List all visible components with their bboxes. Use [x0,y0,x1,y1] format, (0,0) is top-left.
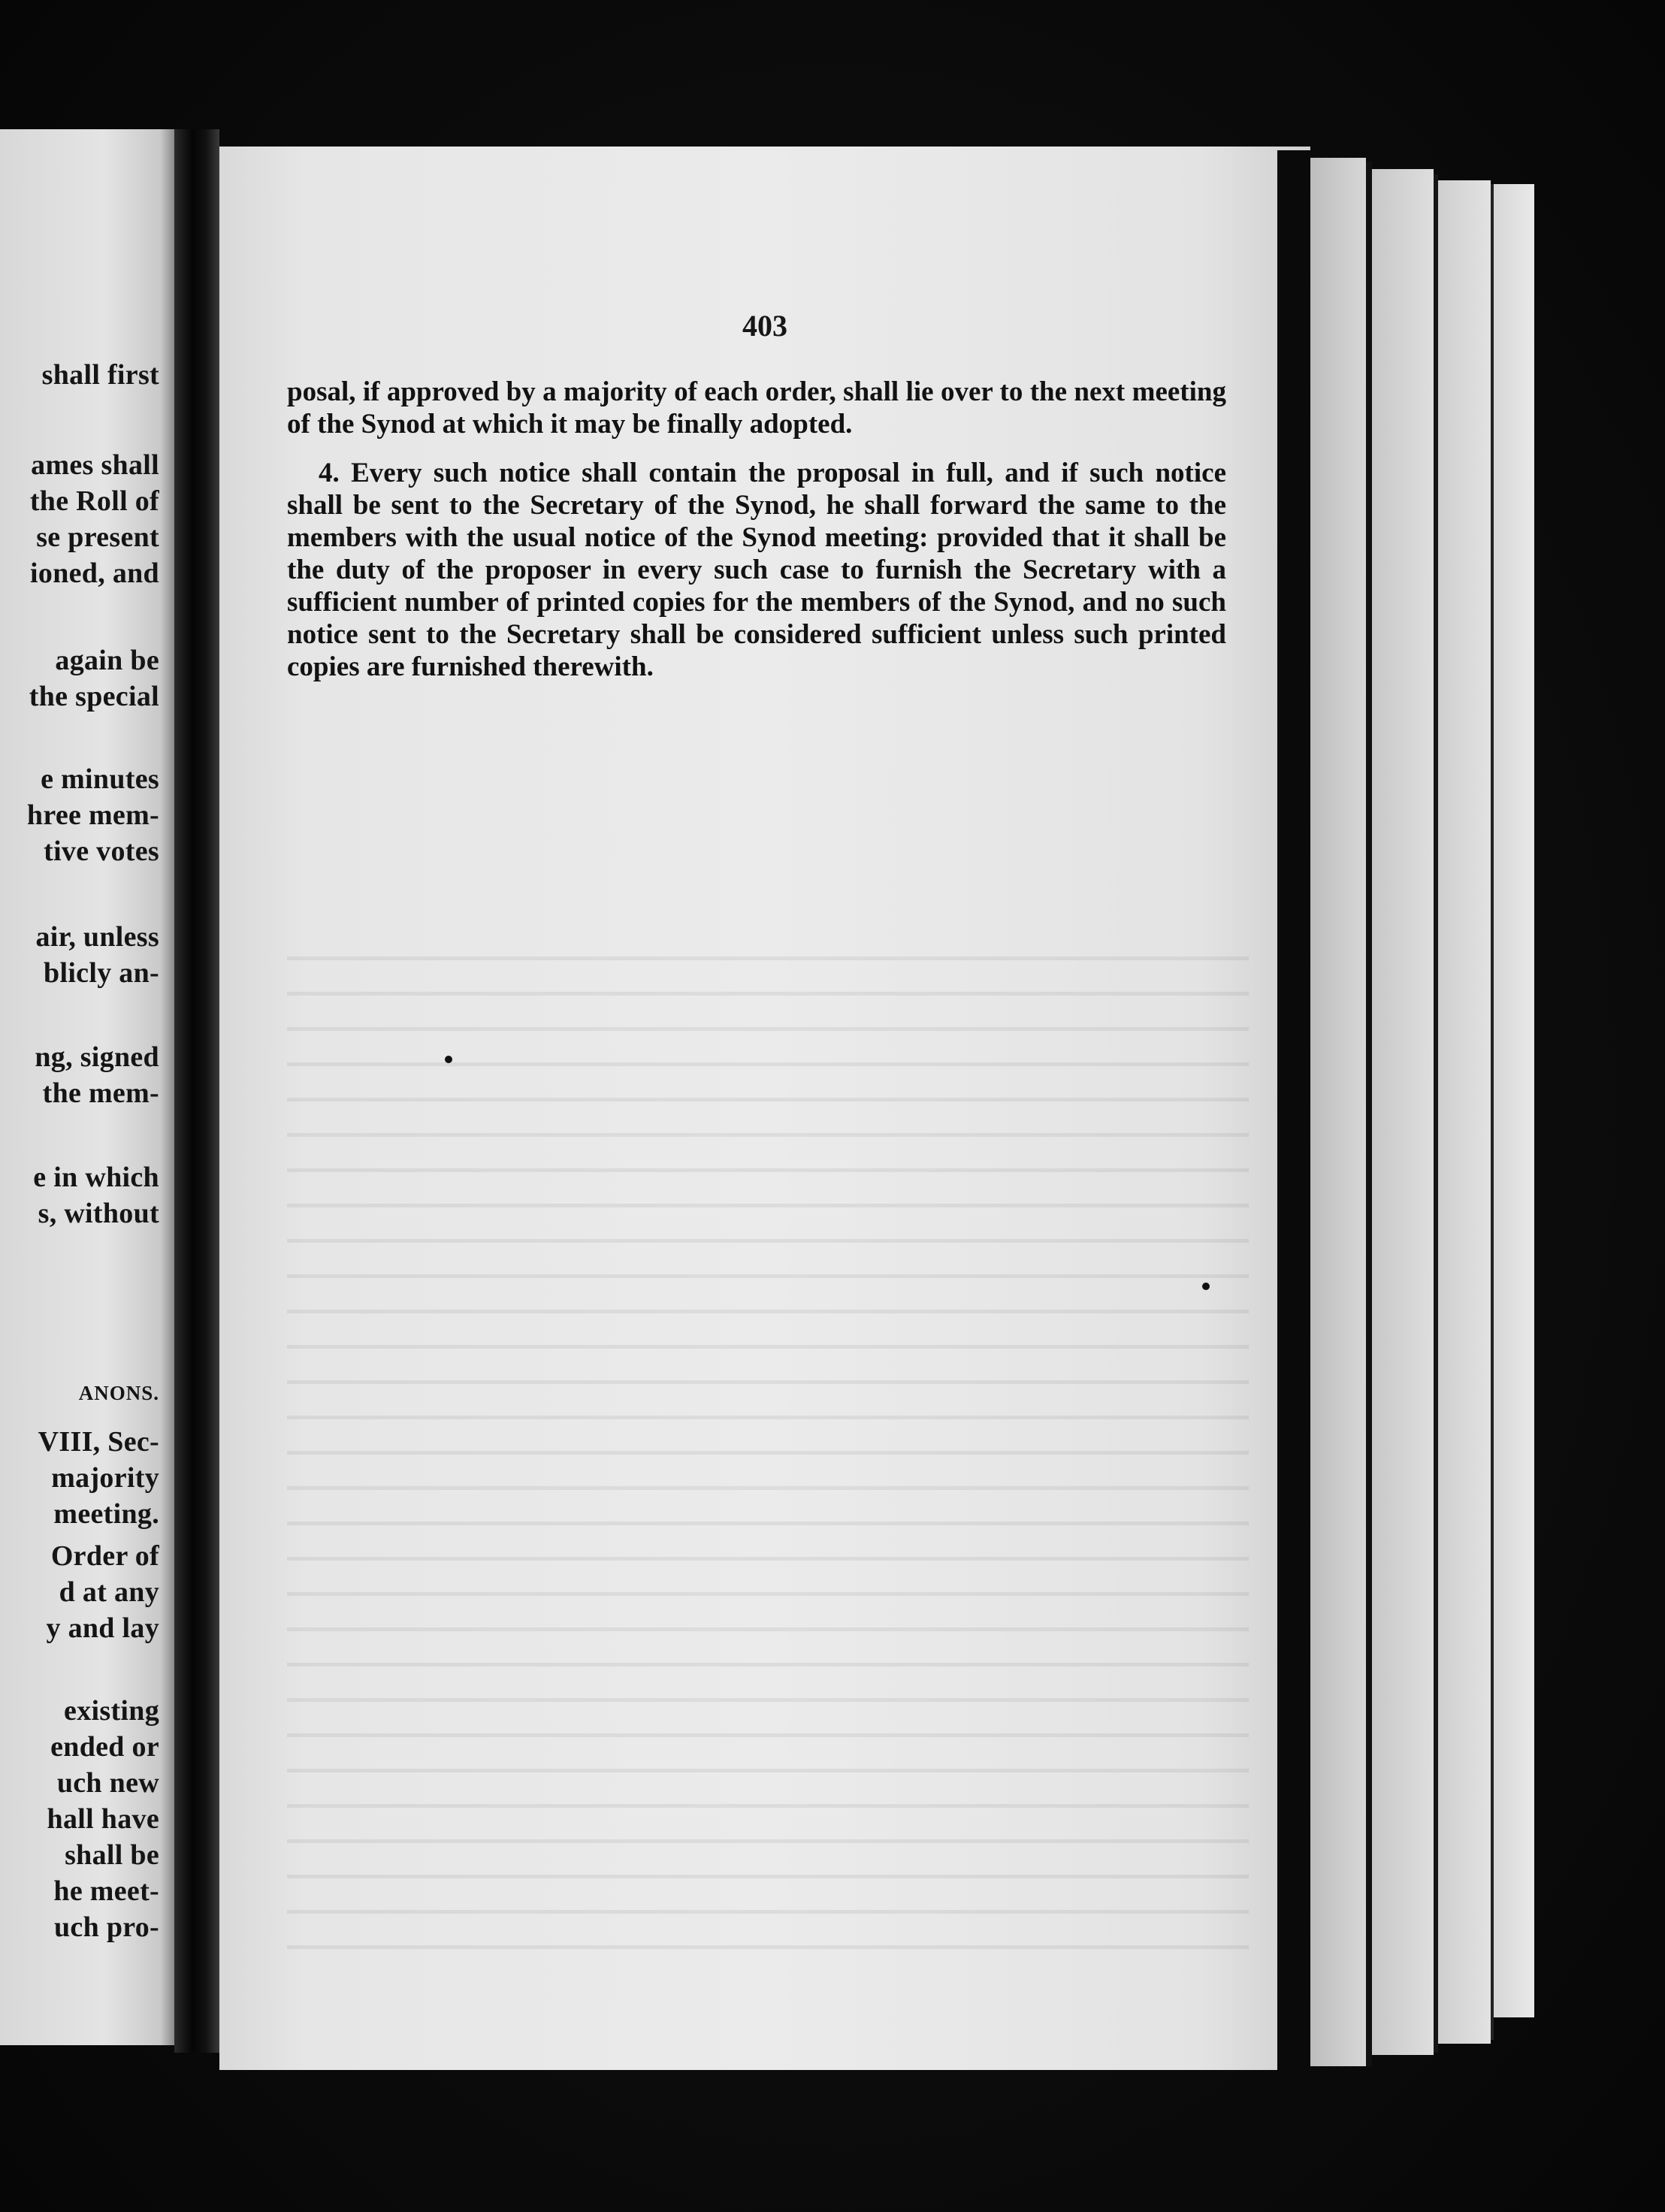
page-edge-stack [1310,158,1366,2066]
left-page-line: Order of [50,1540,159,1572]
main-page [219,147,1310,2070]
page-edge-stack [1438,180,1491,2044]
left-page-line: ng, signed [35,1041,159,1073]
left-page-line: meeting. [53,1498,159,1530]
left-page-line: he meet- [53,1875,159,1907]
page-edge-line [1366,162,1372,2066]
page-body [287,376,1226,700]
left-page-line: hree mem- [26,799,159,831]
book-gutter [174,129,219,2053]
page-edge-stack [1494,184,1534,2017]
left-page-line: shall be [65,1839,159,1871]
left-page-line: ioned, and [30,558,159,589]
ink-speck [1202,1283,1210,1290]
paragraph-section-4: 4. Every such notice shall contain the proposal in full, and if such notice shall be sent to the Secretary of the Synod, he shall forward the same to the members with the usual notice of the Synod meeting: provided that it shall be the duty of the proposer in every such case to furnish the Secretary with a sufficient number of printed copies for the members of the Synod, and no such notice sent to the Secretary shall be considered sufficient unless such printed copies are furnished therewith. [287,458,1226,682]
left-page-line: ames shall [31,449,159,481]
left-page-line: e minutes [41,763,159,795]
left-page-line: blicly an- [44,957,159,989]
left-page-line: the special [29,681,159,712]
left-page-line: air, unless [35,921,159,953]
left-page-line: shall first [41,359,159,391]
page-number: 403 [742,309,787,343]
left-page-line: majority [51,1462,159,1494]
page-edge-stack [1372,169,1434,2055]
left-page-line: hall have [47,1803,159,1835]
left-page-line: VIII, Sec- [38,1426,159,1458]
left-page-line: uch new [56,1767,159,1799]
left-page-line: uch pro- [53,1911,159,1943]
page-edge-shadow [1277,150,1310,2081]
left-page-line: se present [36,521,159,553]
left-page-line: ended or [50,1731,159,1763]
left-page-line: y and lay [46,1612,159,1644]
left-page-line: s, without [38,1198,159,1229]
left-page-line: again be [55,645,159,676]
ink-speck [445,1056,452,1063]
paragraph-continuation: posal, if approved by a majority of each order, shall lie over to the next meeting of the Synod at which it may be finally adopted. [287,376,1226,440]
left-page-line: tive votes [44,836,159,867]
left-page-line: the mem- [42,1077,159,1109]
left-page-line: the Roll of [29,485,159,517]
left-page-line: d at any [59,1576,159,1608]
show-through-text [287,935,1249,1950]
left-page-line: e in which [33,1162,159,1193]
left-page-heading: ANONS. [78,1382,159,1404]
left-facing-page [0,129,174,2045]
left-page-line: existing [64,1695,159,1727]
